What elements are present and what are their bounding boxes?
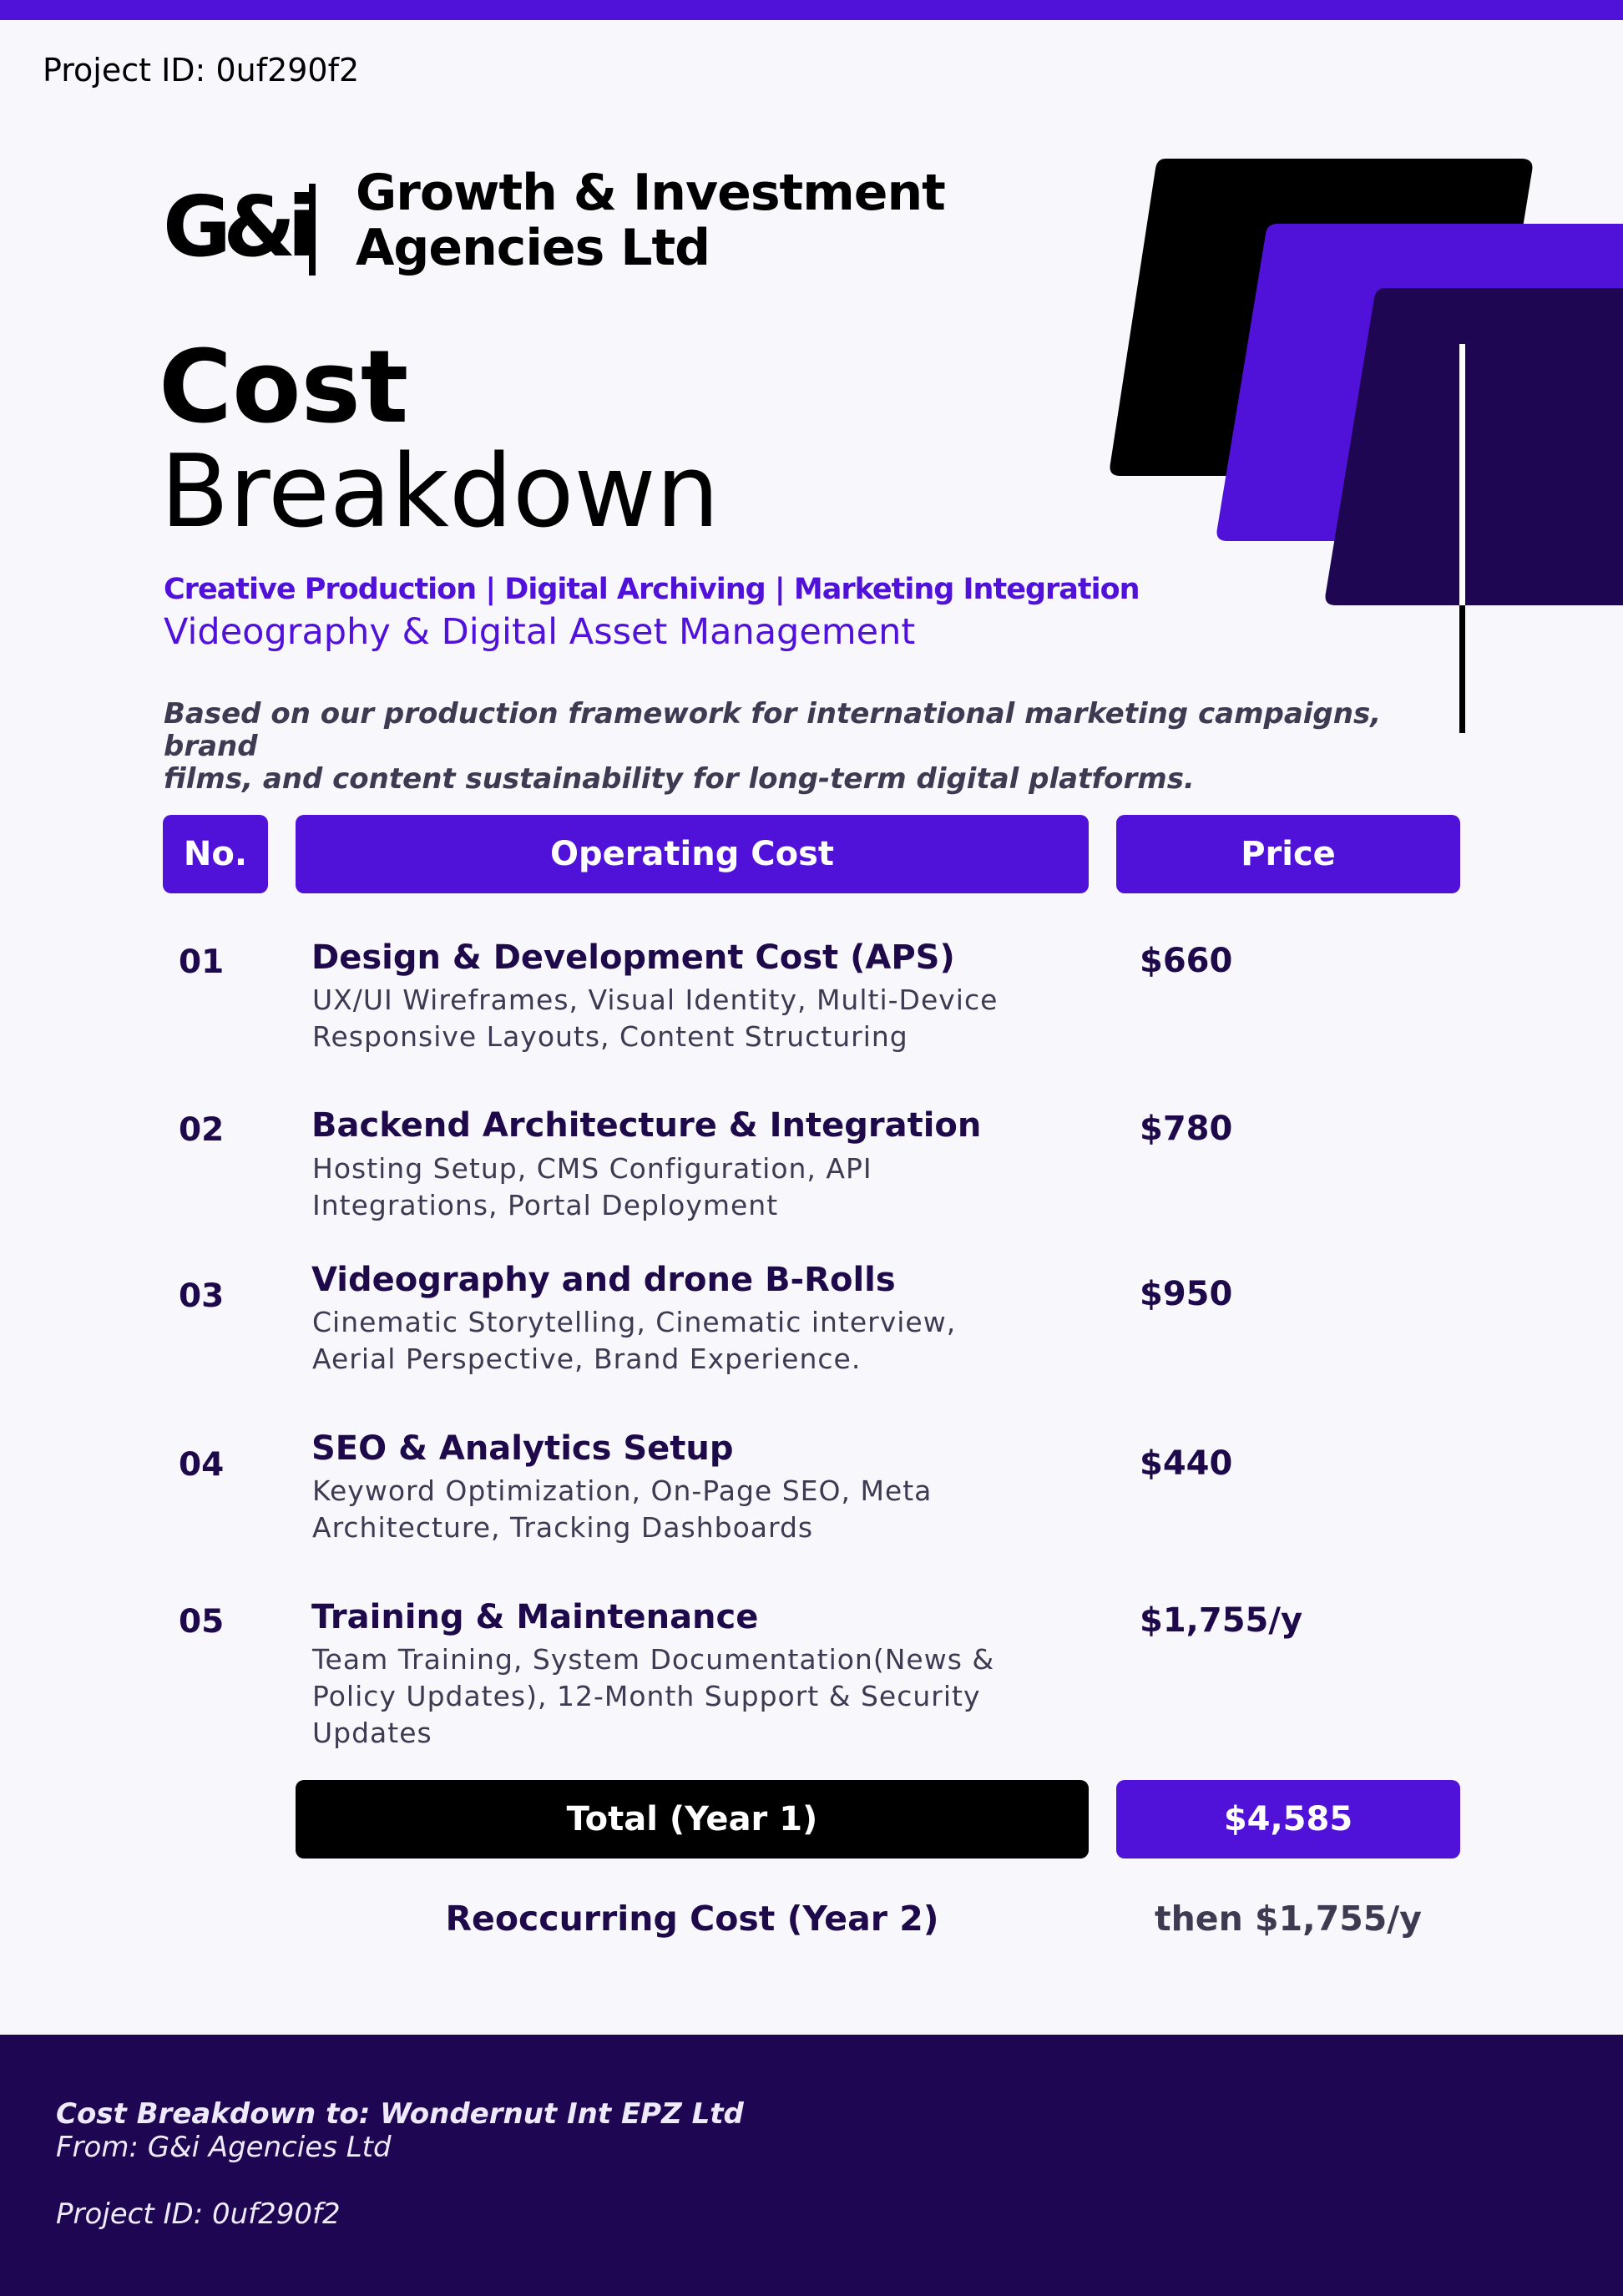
row-number: 02 <box>179 1111 225 1149</box>
footer-recipient: Cost Breakdown to: Wondernut Int EPZ Ltd <box>56 2097 744 2131</box>
row-title: Design & Development Cost (APS) <box>311 938 955 977</box>
top-accent-bar <box>0 0 1623 20</box>
vertical-line-black <box>1459 605 1465 733</box>
row-description-line: Cinematic Storytelling, Cinematic interview, <box>312 1306 957 1338</box>
row-description-line: Aerial Perspective, Brand Experience. <box>312 1343 862 1375</box>
row-description-line: Team Training, System Documentation(News & <box>312 1643 995 1676</box>
table-header-operating-cost: Operating Cost <box>296 815 1089 893</box>
row-description-line: Policy Updates), 12-Month Support & Security <box>312 1680 981 1712</box>
total-year1-value: $4,585 <box>1116 1780 1460 1859</box>
page-title-line1: Cost <box>159 330 409 446</box>
page-title-line2: Breakdown <box>160 434 720 550</box>
company-name-line2: Agencies Ltd <box>356 219 710 277</box>
row-number: 01 <box>179 943 225 981</box>
company-logo-mark: G&i <box>163 178 308 276</box>
row-description-line: Integrations, Portal Deployment <box>312 1189 779 1221</box>
row-number: 05 <box>179 1603 225 1641</box>
row-title: Backend Architecture & Integration <box>311 1106 982 1145</box>
row-description <box>312 1304 1064 1378</box>
row-description-line: Responsive Layouts, Content Structuring <box>312 1020 908 1053</box>
table-header-price: Price <box>1116 815 1460 893</box>
row-description-line: Keyword Optimization, On-Page SEO, Meta <box>312 1474 933 1507</box>
recurring-cost-label: Reoccurring Cost (Year 2) <box>445 1899 939 1939</box>
recurring-cost-value: then $1,755/y <box>1155 1899 1422 1939</box>
row-price: $950 <box>1140 1275 1233 1313</box>
row-price: $660 <box>1140 942 1233 980</box>
footer-project-id: Project ID: 0uf290f2 <box>56 2197 341 2231</box>
row-title: Training & Maintenance <box>311 1598 759 1636</box>
row-description <box>312 1641 1064 1752</box>
intro-paragraph <box>164 698 1399 796</box>
project-id-header: Project ID: 0uf290f2 <box>43 52 360 89</box>
purple-parallelogram-shape <box>1217 224 1623 541</box>
black-parallelogram-shape <box>1110 159 1533 476</box>
vertical-line-white <box>1459 344 1465 605</box>
row-title: SEO & Analytics Setup <box>311 1429 734 1468</box>
row-price: $1,755/y <box>1140 1601 1303 1640</box>
subtitle: Videography & Digital Asset Management <box>164 611 916 653</box>
company-name-line1: Growth & Investment <box>356 164 945 222</box>
row-description-line: Updates <box>312 1717 432 1749</box>
services-tagline: Creative Production | Digital Archiving | Marketing Integration <box>164 573 1140 606</box>
total-year1-label: Total (Year 1) <box>296 1780 1089 1859</box>
row-description-line: Architecture, Tracking Dashboards <box>312 1511 814 1544</box>
row-description <box>312 1473 1064 1546</box>
row-price: $780 <box>1140 1110 1233 1148</box>
intro-line2: films, and content sustainability for long-term digital platforms. <box>164 762 1195 796</box>
row-description-line: Hosting Setup, CMS Configuration, API <box>312 1152 872 1185</box>
row-number: 04 <box>179 1446 225 1484</box>
table-header-no: No. <box>163 815 268 893</box>
row-description <box>312 982 1064 1055</box>
footer-sender: From: G&i Agencies Ltd <box>56 2131 392 2164</box>
footer-band <box>0 2035 1623 2296</box>
row-number: 03 <box>179 1277 225 1315</box>
row-price: $440 <box>1140 1444 1233 1483</box>
row-title: Videography and drone B-Rolls <box>311 1261 896 1299</box>
company-name <box>356 165 945 276</box>
navy-parallelogram-shape <box>1326 288 1623 605</box>
intro-line1: Based on our production framework for international marketing campaigns, brand <box>164 697 1382 763</box>
row-description-line: UX/UI Wireframes, Visual Identity, Multi-Device <box>312 984 999 1016</box>
row-description <box>312 1151 1064 1224</box>
logo-divider <box>309 184 316 276</box>
